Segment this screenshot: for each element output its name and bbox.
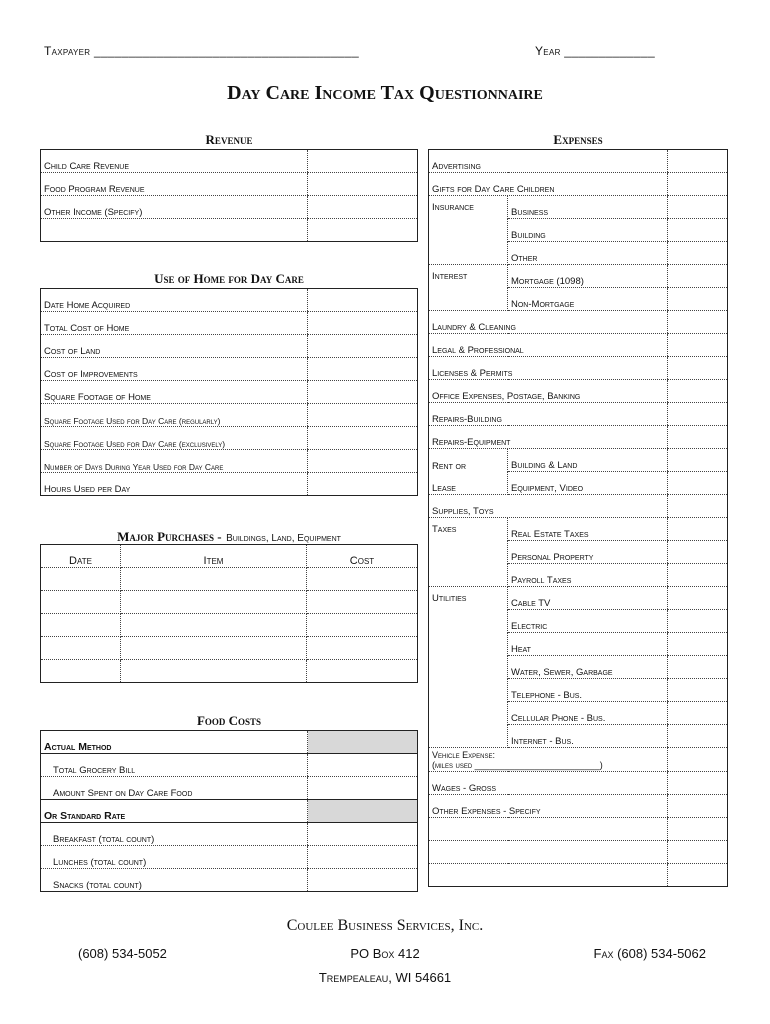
expense-value-cell[interactable] — [668, 380, 728, 403]
expense-value-cell[interactable] — [668, 472, 728, 495]
revenue-table — [40, 149, 418, 242]
standard-rate-label: Or Standard Rate — [41, 800, 308, 823]
cost-cell[interactable] — [307, 637, 418, 660]
table-row — [41, 869, 418, 892]
expense-value-cell[interactable] — [668, 403, 728, 426]
year-field-label[interactable]: Year _____________ — [535, 44, 655, 58]
expense-value-cell[interactable] — [668, 610, 728, 633]
table-row — [429, 334, 728, 357]
table-row — [41, 335, 418, 358]
form-title: Day Care Income Tax Questionnaire — [227, 82, 543, 104]
table-row — [41, 404, 418, 427]
revenue-label: Food Program Revenue — [41, 173, 308, 196]
expense-label: Personal Property — [508, 541, 668, 564]
expense-value-cell[interactable] — [668, 633, 728, 656]
cost-cell[interactable] — [307, 660, 418, 683]
revenue-value-cell[interactable] — [308, 150, 418, 173]
expense-value-cell[interactable] — [668, 564, 728, 587]
table-row — [429, 265, 728, 288]
expense-value-cell[interactable] — [668, 841, 728, 864]
expense-label: Telephone - Bus. — [508, 679, 668, 702]
food-value-cell[interactable] — [308, 846, 418, 869]
fax-number: Fax (608) 534-5062 — [593, 946, 706, 961]
date-cell[interactable] — [41, 637, 121, 660]
expense-label: Other Expenses - Specify — [429, 795, 668, 818]
other-expense-blank[interactable] — [429, 864, 668, 887]
table-row — [41, 358, 418, 381]
date-cell[interactable] — [41, 568, 121, 591]
expense-value-cell[interactable] — [668, 748, 728, 772]
table-row — [41, 800, 418, 823]
home-label: Date Home Acquired — [41, 289, 308, 312]
expense-value-cell[interactable] — [668, 702, 728, 725]
cost-cell[interactable] — [307, 568, 418, 591]
home-label: Square Footage of Home — [41, 381, 308, 404]
food-value-cell[interactable] — [308, 823, 418, 846]
table-row — [429, 357, 728, 380]
table-row — [429, 772, 728, 795]
table-row — [41, 614, 418, 637]
table-row — [41, 450, 418, 473]
purchases-subheading: Buildings, Land, Equipment — [226, 533, 341, 544]
date-cell[interactable] — [41, 660, 121, 683]
home-value-cell[interactable] — [308, 335, 418, 358]
food-label: Amount Spent on Day Care Food — [41, 777, 308, 800]
home-label: Square Footage Used for Day Care (regularly) — [41, 404, 308, 427]
table-row — [429, 587, 728, 610]
expense-value-cell[interactable] — [668, 725, 728, 748]
home-heading: Use of Home for Day Care — [154, 271, 304, 286]
table-row — [429, 380, 728, 403]
column-header-cost: Cost — [307, 545, 418, 568]
table-row — [41, 196, 418, 219]
standard-rate-shaded-cell — [308, 800, 418, 823]
company-name: Coulee Business Services, Inc. — [286, 917, 484, 934]
home-value-cell[interactable] — [308, 450, 418, 473]
table-row — [41, 219, 418, 242]
expense-value-cell[interactable] — [668, 679, 728, 702]
expense-label: Equipment, Video — [508, 472, 668, 495]
item-cell[interactable] — [121, 660, 307, 683]
home-value-cell[interactable] — [308, 473, 418, 496]
food-value-cell[interactable] — [308, 777, 418, 800]
rent-category-label: Rent or — [429, 449, 508, 472]
taxpayer-field-label[interactable]: Taxpayer ______________________________________ — [44, 44, 359, 58]
table-row — [41, 312, 418, 335]
interest-category-label: Interest — [429, 265, 508, 311]
phone-number: (608) 534-5052 — [78, 946, 167, 961]
other-expense-blank[interactable] — [429, 841, 668, 864]
expense-value-cell[interactable] — [668, 541, 728, 564]
table-row — [41, 545, 418, 568]
expense-label: Licenses & Permits — [429, 357, 668, 380]
expense-label: Internet - Bus. — [508, 725, 668, 748]
home-label: Cost of Land — [41, 335, 308, 358]
table-row — [429, 795, 728, 818]
cost-cell[interactable] — [307, 591, 418, 614]
date-cell[interactable] — [41, 591, 121, 614]
expense-value-cell[interactable] — [668, 656, 728, 679]
purchases-table — [40, 544, 418, 683]
expense-value-cell[interactable] — [668, 587, 728, 610]
table-row — [429, 449, 728, 472]
table-row — [41, 150, 418, 173]
table-row — [41, 381, 418, 404]
lease-category-label: Lease — [429, 472, 508, 495]
vehicle-expense-line1: Vehicle Expense: — [432, 750, 496, 760]
home-value-cell[interactable] — [308, 381, 418, 404]
revenue-label[interactable] — [41, 219, 308, 242]
expense-value-cell[interactable] — [668, 150, 728, 173]
expense-label: Legal & Professional — [429, 334, 668, 357]
table-row — [41, 846, 418, 869]
table-row — [429, 748, 728, 772]
expense-label: Business — [508, 196, 668, 219]
expense-value-cell[interactable] — [668, 334, 728, 357]
home-value-cell[interactable] — [308, 404, 418, 427]
table-row — [429, 196, 728, 219]
revenue-heading: Revenue — [205, 132, 253, 147]
expense-label: Non-Mortgage — [508, 288, 668, 311]
table-row — [41, 731, 418, 754]
date-cell[interactable] — [41, 614, 121, 637]
expense-label: Supplies, Toys — [429, 495, 668, 518]
expense-label: Mortgage (1098) — [508, 265, 668, 288]
food-label: Total Grocery Bill — [41, 754, 308, 777]
other-expense-blank[interactable] — [429, 818, 668, 841]
expense-value-cell[interactable] — [668, 772, 728, 795]
expense-value-cell[interactable] — [668, 265, 728, 288]
revenue-value-cell[interactable] — [308, 173, 418, 196]
expense-label: Cellular Phone - Bus. — [508, 702, 668, 725]
table-row — [41, 660, 418, 683]
expense-value-cell[interactable] — [668, 173, 728, 196]
po-box: PO Box 412 — [350, 946, 420, 961]
home-label: Hours Used per Day — [44, 484, 131, 495]
table-row — [41, 173, 418, 196]
expense-value-cell[interactable] — [668, 426, 728, 449]
table-row — [429, 841, 728, 864]
expense-value-cell[interactable] — [668, 818, 728, 841]
expenses-heading: Expenses — [553, 132, 603, 147]
table-row — [429, 426, 728, 449]
home-label: Number of Days During Year Used for Day Care — [41, 450, 308, 473]
expense-value-cell[interactable] — [668, 288, 728, 311]
expense-label: Building & Land — [508, 449, 668, 472]
actual-method-shaded-cell — [308, 731, 418, 754]
expense-label: Building — [508, 219, 668, 242]
home-value-cell[interactable] — [308, 427, 418, 450]
food-label: Snacks (total count) — [53, 880, 142, 891]
expense-value-cell[interactable] — [668, 495, 728, 518]
table-row — [429, 495, 728, 518]
home-label: Cost of Improvements — [41, 358, 308, 381]
taxes-category-label: Taxes — [429, 518, 508, 587]
home-value-cell[interactable] — [308, 312, 418, 335]
home-table — [40, 288, 418, 496]
table-row — [41, 568, 418, 591]
table-row — [41, 427, 418, 450]
table-row — [429, 864, 728, 887]
expense-label: Water, Sewer, Garbage — [508, 656, 668, 679]
item-cell[interactable] — [121, 637, 307, 660]
table-row — [429, 403, 728, 426]
food-value-cell[interactable] — [308, 869, 418, 892]
table-row — [41, 777, 418, 800]
expense-value-cell[interactable] — [668, 357, 728, 380]
expense-value-cell[interactable] — [668, 864, 728, 887]
cost-cell[interactable] — [307, 614, 418, 637]
table-row — [429, 173, 728, 196]
actual-method-label: Actual Method — [41, 731, 308, 754]
item-cell[interactable] — [121, 568, 307, 591]
city-address: Trempealeau, WI 54661 — [318, 970, 452, 985]
vehicle-expense-label — [429, 748, 668, 772]
expense-value-cell[interactable] — [668, 196, 728, 219]
food-table — [40, 730, 418, 892]
expense-label: Gifts for Day Care Children — [429, 173, 668, 196]
food-label: Lunches (total count) — [41, 846, 308, 869]
expense-label: Wages - Gross — [429, 772, 668, 795]
expense-value-cell[interactable] — [668, 795, 728, 818]
table-row — [429, 311, 728, 334]
expense-label: Laundry & Cleaning — [429, 311, 668, 334]
expense-label: Payroll Taxes — [508, 564, 668, 587]
expense-value-cell[interactable] — [668, 242, 728, 265]
table-row — [429, 818, 728, 841]
expense-label: Office Expenses, Postage, Banking — [429, 380, 668, 403]
revenue-label: Other Income (Specify) — [41, 196, 308, 219]
table-row — [41, 823, 418, 846]
expense-value-cell[interactable] — [668, 311, 728, 334]
revenue-label: Child Care Revenue — [41, 150, 308, 173]
table-row — [41, 754, 418, 777]
expense-value-cell[interactable] — [668, 449, 728, 472]
home-value-cell[interactable] — [308, 289, 418, 312]
expense-label: Heat — [508, 633, 668, 656]
item-cell[interactable] — [121, 614, 307, 637]
food-heading: Food Costs — [196, 713, 262, 728]
purchases-heading: Major Purchases - — [117, 529, 222, 544]
table-row — [429, 518, 728, 541]
table-row — [429, 472, 728, 495]
expense-value-cell[interactable] — [668, 219, 728, 242]
table-row — [429, 150, 728, 173]
item-cell[interactable] — [121, 591, 307, 614]
column-header-item: Item — [121, 545, 307, 568]
food-label: Breakfast (total count) — [41, 823, 308, 846]
revenue-value-cell[interactable] — [308, 196, 418, 219]
expense-label: Other — [508, 242, 668, 265]
table-row — [41, 637, 418, 660]
table-row — [41, 289, 418, 312]
expense-label: Electric — [508, 610, 668, 633]
expense-value-cell[interactable] — [668, 518, 728, 541]
vehicle-miles-line[interactable]: (miles used _________________________) — [432, 760, 603, 770]
column-header-date: Date — [41, 545, 121, 568]
table-row — [41, 473, 418, 496]
expenses-table — [428, 149, 728, 887]
home-label: Total Cost of Home — [41, 312, 308, 335]
utilities-category-label: Utilities — [429, 587, 508, 748]
insurance-category-label: Insurance — [429, 196, 508, 265]
table-row — [41, 591, 418, 614]
expense-label: Cable TV — [508, 587, 668, 610]
home-label: Square Footage Used for Day Care (exclusively) — [41, 427, 308, 450]
revenue-value-cell[interactable] — [308, 219, 418, 242]
expense-label: Repairs-Equipment — [429, 426, 668, 449]
expense-label: Real Estate Taxes — [508, 518, 668, 541]
food-value-cell[interactable] — [308, 754, 418, 777]
expense-label: Advertising — [429, 150, 668, 173]
home-value-cell[interactable] — [308, 358, 418, 381]
expense-label: Repairs-Building — [429, 403, 668, 426]
